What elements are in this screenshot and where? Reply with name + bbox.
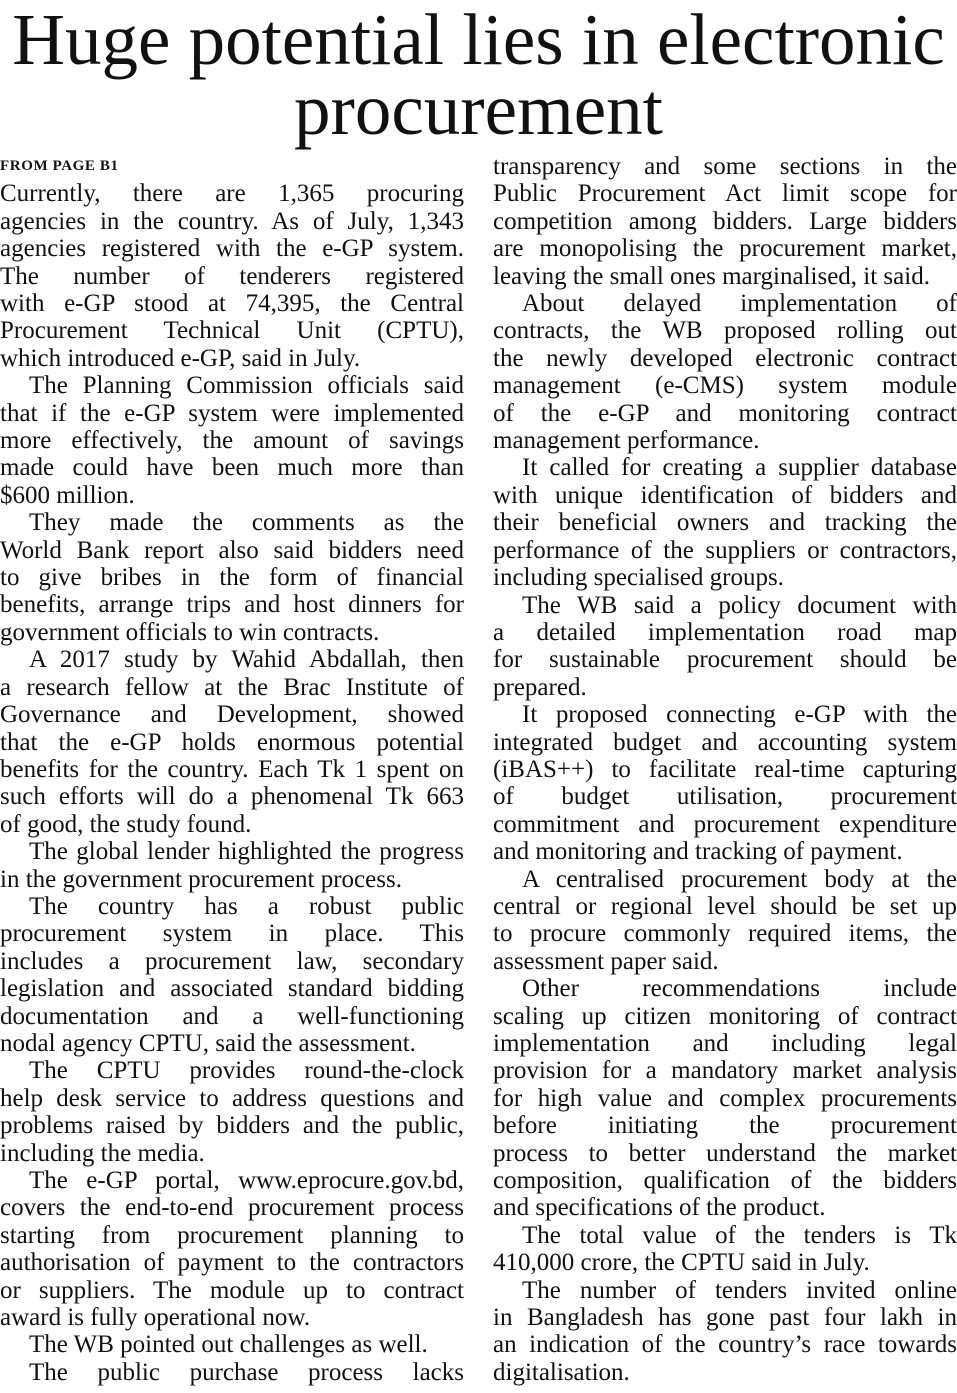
text-line: that if the e-GP system were implemented [0, 399, 464, 427]
text-line: The Planning Commission officials said [29, 372, 464, 400]
paragraph [493, 866, 957, 976]
text-line: of the e-GP and monitoring contract [493, 399, 957, 427]
text-line: $600 million. [0, 481, 135, 509]
text-line: A centralised procurement body at the [522, 865, 957, 893]
text-line: Governance and Development, showed [0, 701, 464, 729]
text-line: central or regional level should be set up [493, 892, 957, 920]
paragraph [0, 1359, 464, 1386]
text-line: competition among bidders. Large bidders [493, 207, 957, 235]
text-line: help desk service to address questions and [0, 1084, 464, 1112]
text-line: starting from procurement planning to [0, 1221, 464, 1249]
text-line: It proposed connecting e-GP with the [522, 701, 957, 729]
text-line: an indication of the country’s race towards [493, 1331, 957, 1359]
text-line: transparency and some sections in the [493, 153, 957, 180]
text-line: It called for creating a supplier database [522, 454, 957, 482]
text-line: such efforts will do a phenomenal Tk 663 [0, 783, 464, 811]
jump-line: FROM PAGE B1 [0, 158, 119, 174]
paragraph [0, 646, 464, 838]
text-line: The public purchase process lacks [29, 1358, 464, 1386]
text-line: Other recommendations include [522, 975, 957, 1003]
text-line: provision for a mandatory market analysis [493, 1057, 957, 1085]
paragraph [0, 893, 464, 1057]
text-line: composition, qualification of the bidders [493, 1167, 957, 1195]
text-line: documentation and a well-functioning [0, 1002, 464, 1030]
paragraph [493, 153, 957, 290]
text-line: management (e-CMS) system module [493, 372, 957, 400]
text-line: to give bribes in the form of financial [0, 564, 464, 592]
text-line: scaling up citizen monitoring of contract [493, 1002, 957, 1030]
text-line: prepared. [493, 673, 587, 701]
text-line: to procure commonly required items, the [493, 920, 957, 948]
paragraph [0, 1167, 464, 1331]
text-line: award is fully operational now. [0, 1304, 311, 1332]
text-line: The WB said a policy document with [522, 591, 957, 619]
text-line: in Bangladesh has gone past four lakh in [493, 1304, 957, 1332]
text-line: digitalisation. [493, 1358, 630, 1386]
text-line: with unique identification of bidders and [493, 481, 957, 509]
text-line: including the media. [0, 1139, 205, 1167]
text-line: their beneficial owners and tracking the [493, 509, 957, 537]
text-line: The number of tenders invited online [522, 1276, 957, 1304]
text-line: The e-GP portal, www.eprocure.gov.bd, [29, 1167, 464, 1195]
text-line: are monopolising the procurement market, [493, 235, 957, 263]
text-line: They made the comments as the [29, 509, 464, 537]
text-line: with e-GP stood at 74,395, the Central [0, 290, 464, 318]
text-line: agencies registered with the e-GP system. [0, 235, 464, 263]
paragraph [0, 509, 464, 646]
text-line: a detailed implementation road map [493, 618, 957, 646]
text-line: before initiating the procurement [493, 1112, 957, 1140]
text-line: The number of tenderers registered [0, 262, 464, 290]
text-line: The global lender highlighted the progress [29, 838, 464, 866]
text-line: process to better understand the market [493, 1139, 957, 1167]
text-line: The country has a robust public [29, 892, 464, 920]
text-line: management performance. [493, 427, 760, 455]
text-line: leaving the small ones marginalised, it said. [493, 262, 930, 290]
paragraph [0, 838, 464, 893]
text-line: that the e-GP holds enormous potential [0, 728, 464, 756]
paragraph [0, 372, 464, 509]
text-line: performance of the suppliers or contractors, [493, 536, 957, 564]
text-line: nodal agency CPTU, said the assessment. [0, 1029, 416, 1057]
text-line: and specifications of the product. [493, 1194, 826, 1222]
text-line: About delayed implementation of [522, 290, 957, 318]
text-line: World Bank report also said bidders need [0, 536, 464, 564]
text-line: for sustainable procurement should be [493, 646, 957, 674]
text-line: government officials to win contracts. [0, 618, 380, 646]
text-line: a research fellow at the Brac Institute of [0, 673, 464, 701]
text-line: procurement system in place. This [0, 920, 464, 948]
text-line: which introduced e-GP, said in July. [0, 344, 361, 372]
text-line: authorisation of payment to the contractors [0, 1249, 464, 1277]
text-line: agencies in the country. As of July, 1,343 [0, 207, 464, 235]
text-line: including specialised groups. [493, 564, 784, 592]
column-body [0, 180, 464, 1386]
text-line: more effectively, the amount of savings [0, 427, 464, 455]
text-line: and monitoring and tracking of payment. [493, 838, 903, 866]
paragraph [493, 454, 957, 591]
text-line: benefits, arrange trips and host dinners for [0, 591, 464, 619]
text-line: The WB pointed out challenges as well. [29, 1331, 428, 1359]
column-body [493, 153, 957, 1386]
article-column-right [493, 153, 957, 1386]
text-line: integrated budget and accounting system [493, 728, 957, 756]
text-line: includes a procurement law, secondary [0, 947, 464, 975]
text-line: made could have been much more than [0, 454, 464, 482]
text-line: or suppliers. The module up to contract [0, 1276, 464, 1304]
text-line: Currently, there are 1,365 procuring [0, 180, 464, 208]
paragraph [493, 1277, 957, 1387]
paragraph [493, 975, 957, 1222]
text-line: A 2017 study by Wahid Abdallah, then [29, 646, 464, 674]
text-line: commitment and procurement expenditure [493, 810, 957, 838]
text-line: problems raised by bidders and the public, [0, 1112, 464, 1140]
text-line: of good, the study found. [0, 810, 252, 838]
text-line: (iBAS++) to facilitate real-time capturing [493, 755, 957, 783]
paragraph [493, 701, 957, 865]
text-line: Public Procurement Act limit scope for [493, 180, 957, 208]
text-line: assessment paper said. [493, 947, 719, 975]
paragraph [493, 1222, 957, 1277]
text-line: The total value of the tenders is Tk [522, 1221, 957, 1249]
text-line: for high value and complex procurements [493, 1084, 957, 1112]
text-line: benefits for the country. Each Tk 1 spent on [0, 755, 464, 783]
paragraph [493, 290, 957, 454]
paragraph [0, 180, 464, 372]
text-line: of budget utilisation, procurement [493, 783, 957, 811]
text-line: contracts, the WB proposed rolling out [493, 317, 957, 345]
paragraph [493, 592, 957, 702]
text-line: 410,000 crore, the CPTU said in July. [493, 1249, 870, 1277]
text-line: The CPTU provides round-the-clock [29, 1057, 464, 1085]
text-line: legislation and associated standard bidding [0, 975, 464, 1003]
text-line: implementation and including legal [493, 1030, 957, 1057]
paragraph [0, 1331, 464, 1358]
text-line: Procurement Technical Unit (CPTU), [0, 317, 464, 345]
text-line: in the government procurement process. [0, 865, 402, 893]
text-line: covers the end-to-end procurement process [0, 1194, 464, 1222]
article-column-left [0, 153, 464, 1386]
text-line: the newly developed electronic contract [493, 344, 957, 372]
headline: Huge potential lies in electronic procurement [12, 0, 945, 150]
paragraph [0, 1057, 464, 1167]
